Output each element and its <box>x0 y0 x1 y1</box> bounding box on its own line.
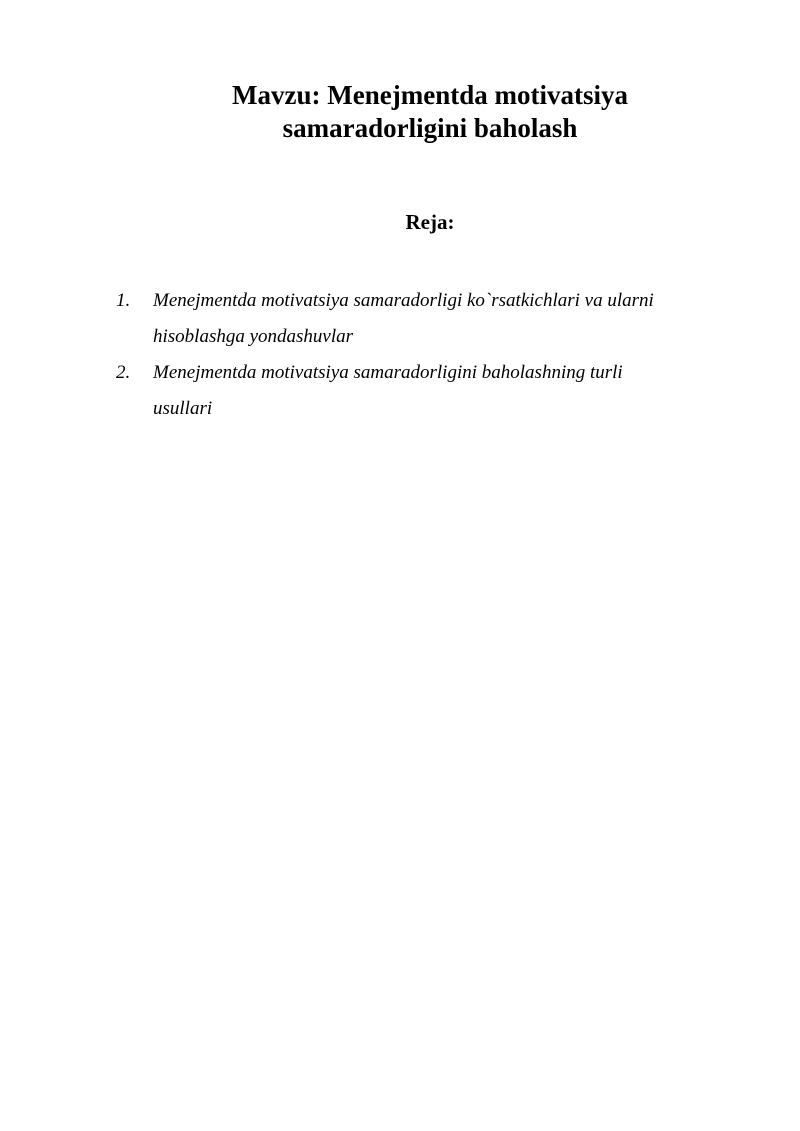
list-item-line: Menejmentda motivatsiya samaradorligi ko`rsatkichlari va ularni <box>153 290 654 311</box>
list-item-line: hisoblashga yondashuvlar <box>153 326 354 347</box>
list-item-line: usullari <box>153 398 213 419</box>
page-title <box>150 79 710 145</box>
list-item-number: 1. <box>116 290 131 311</box>
plan-heading: Reja: <box>405 210 455 234</box>
list-item-line: Menejmentda motivatsiya samaradorligini baholashning turli <box>153 362 623 383</box>
title-line-2: samaradorligini baholash <box>282 113 578 143</box>
list-item <box>116 283 726 355</box>
list-item-number: 2. <box>116 362 131 383</box>
plan-list <box>116 283 726 427</box>
list-item-text <box>153 355 726 427</box>
title-line-1: Mavzu: Menejmentda motivatsiya <box>232 80 628 110</box>
list-item <box>116 355 726 427</box>
list-item-text <box>153 283 726 355</box>
